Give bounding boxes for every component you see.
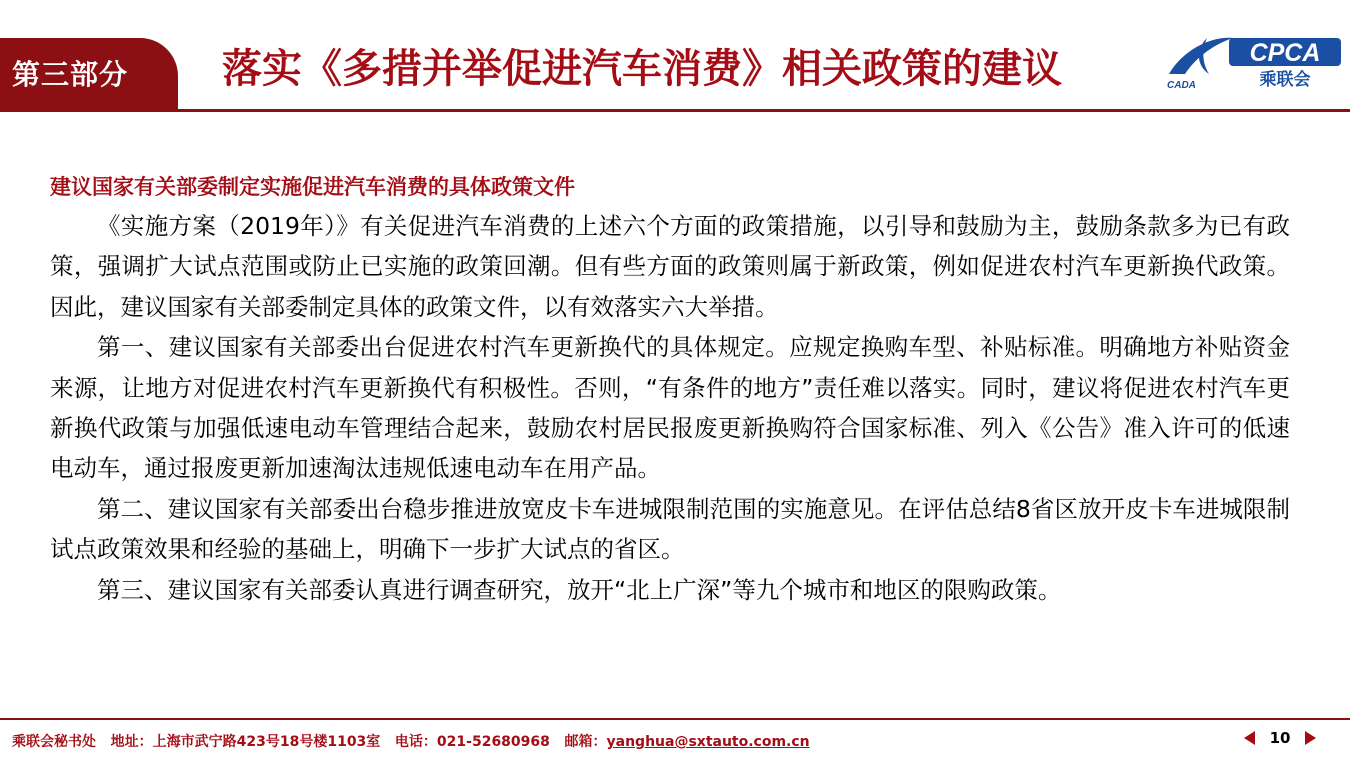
logo-brand-text: CPCA [1249,39,1321,67]
footer-org: 乘联会秘书处 [12,734,96,750]
paragraph-third: 第三、建议国家有关部委认真进行调查研究，放开“北上广深”等九个城市和地区的限购政策。 [97,575,1062,604]
header-divider [178,109,1350,112]
page-navigator [1244,729,1316,747]
footer-address: 地址：上海市武宁路423号18号楼1103室 [110,734,381,750]
logo-left-text: CADA [1167,80,1196,91]
content-area [50,170,1290,610]
paragraph-first: 第一、建议国家有关部委出台促进农村汽车更新换代的具体规定。应规定换购车型、补贴标准。明确地方补贴资金来源，让地方对促进农村汽车更新换代有积极性。否则，“有条件的地方”责任难以落实。同时，建议将促进农村汽车更新换代政策与加强低速电动车管理结合起来，鼓励农村居民报废更新换购符合国家标准、列入《公告》准入许可的低速电动车，通过报废更新加速淘汰违规低速电动车在用产品。 [50,333,1290,483]
footer-email-label: 邮箱： [564,734,607,750]
footer-info [12,731,810,751]
logo-brand-subtext: 乘联会 [1259,70,1311,90]
previous-page-arrow-icon[interactable] [1244,731,1255,745]
page-number: 10 [1269,729,1291,747]
section-tab: 第三部分 [0,38,178,112]
footer-phone: 电话：021-52680968 [394,734,550,750]
footer-email-link[interactable]: yanghua@sxtauto.com.cn [606,734,810,750]
cpca-logo [1163,30,1343,92]
paragraph-intro: 《实施方案（2019年）》有关促进汽车消费的上述六个方面的政策措施，以引导和鼓励为主，鼓励条款多为已有政策，强调扩大试点范围或防止已实施的政策回潮。但有些方面的政策则属于新政策，例如促进农村汽车更新换代政策。因此，建议国家有关部委制定具体的政策文件，以有效落实六大举措。 [50,212,1290,321]
cpca-logo-graphic [1163,30,1343,92]
footer-divider [0,718,1350,720]
page-title: 落实《多措并举促进汽车消费》相关政策的建议 [222,46,1062,92]
content-heading: 建议国家有关部委制定实施促进汽车消费的具体政策文件 [50,175,575,199]
paragraph-second: 第二、建议国家有关部委出台稳步推进放宽皮卡车进城限制范围的实施意见。在评估总结8省区放开皮卡车进城限制试点政策效果和经验的基础上，明确下一步扩大试点的省区。 [50,494,1290,564]
next-page-arrow-icon[interactable] [1305,731,1316,745]
